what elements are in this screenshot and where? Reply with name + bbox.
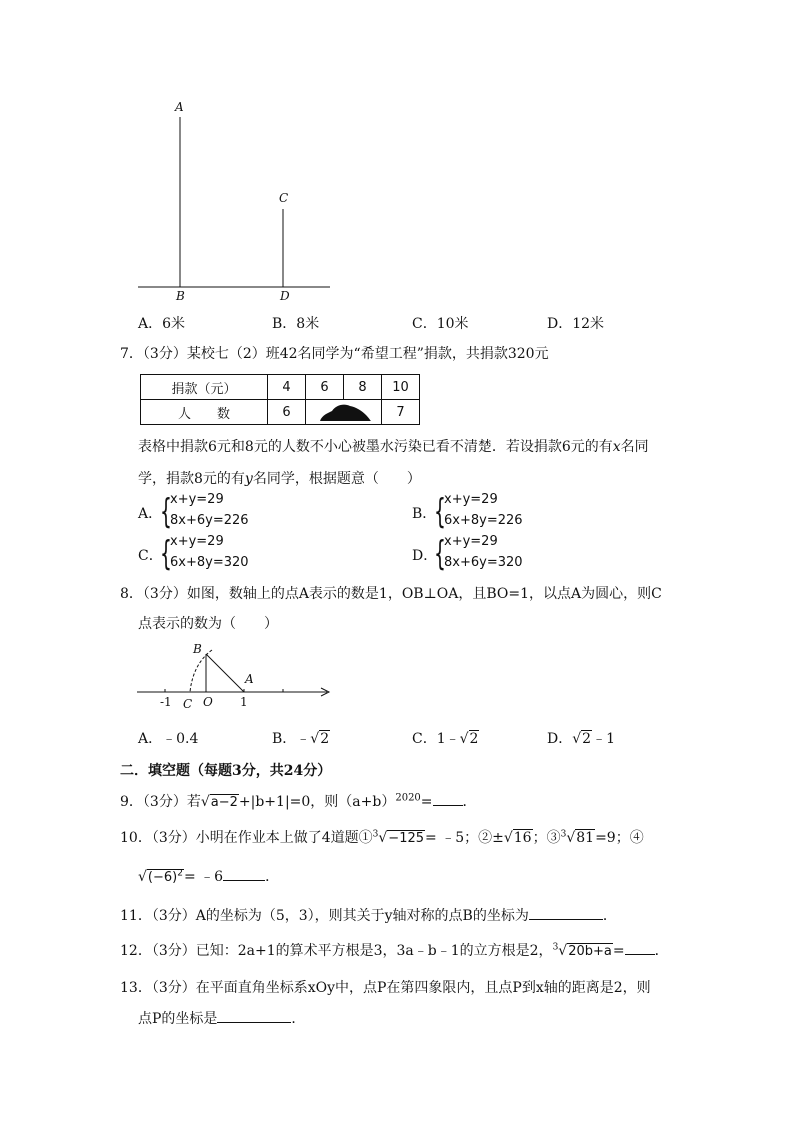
q6-option-d[interactable]: D．12米 bbox=[547, 316, 605, 332]
q7-option-c-label[interactable]: C． bbox=[138, 548, 163, 564]
q7-donation-table bbox=[140, 374, 420, 425]
q12: 12．（3分）已知：2a+1的算术平方根是3，3a﹣b﹣1的立方根是2，$^3$√20b+a= ． bbox=[120, 940, 669, 960]
fig6-label-c: C bbox=[279, 191, 289, 205]
q10-answer-blank[interactable] bbox=[223, 866, 265, 881]
table-cell: 人 数 bbox=[141, 400, 268, 425]
table-cell: 6 bbox=[268, 400, 306, 425]
fig6-label-a: A bbox=[175, 100, 184, 114]
table-cell: 捐款（元） bbox=[141, 375, 268, 400]
ink-stain-icon bbox=[314, 401, 374, 423]
table-cell: 4 bbox=[268, 375, 306, 400]
q10-line1: 10．（3分）小明在作业本上做了4道题①$^3$√−125= ﹣5；②±√16；③$^3$√81=9；④ bbox=[120, 829, 644, 846]
question-6-figure bbox=[130, 95, 340, 310]
q8-stem-line2: 点表示的数为（ ） bbox=[138, 616, 278, 632]
q9-answer-blank[interactable] bbox=[433, 791, 463, 806]
fig8-label-a: A bbox=[245, 672, 254, 686]
q10-line2: $√(-6)^2=$ ﹣6 ． bbox=[138, 866, 279, 886]
q13-answer-blank[interactable] bbox=[217, 1008, 291, 1023]
q8-stem-line1: 8．（3分）如图，数轴上的点A表示的数是1，OB⊥OA，且BO=1，以点A为圆心，则C bbox=[120, 586, 662, 602]
q7-option-c-system[interactable]: { x+y=29 6x+8y=320 bbox=[160, 534, 249, 574]
q12-answer-blank[interactable] bbox=[625, 940, 655, 955]
q7-option-a-label[interactable]: A． bbox=[138, 506, 163, 522]
table-cell: 10 bbox=[382, 375, 420, 400]
q6-option-b[interactable]: B．8米 bbox=[272, 316, 320, 332]
fig6-label-d: D bbox=[280, 289, 290, 303]
q7-option-b-system[interactable]: { x+y=29 6x+8y=226 bbox=[434, 492, 523, 532]
q7-option-b-label[interactable]: B． bbox=[412, 506, 437, 522]
table-row bbox=[141, 375, 420, 400]
fig8-label-one: 1 bbox=[240, 695, 248, 709]
table-cell: 8 bbox=[344, 375, 382, 400]
section-2-heading: 二．填空题（每题3分，共24分） bbox=[120, 763, 332, 779]
segment-ab bbox=[206, 654, 244, 692]
fig8-label-b: B bbox=[193, 642, 202, 656]
q7-description-line1: 表格中捐款6元和8元的人数不小心被墨水污染已看不清楚．若设捐款6元的有x名同 bbox=[138, 439, 649, 455]
q6-option-a[interactable]: A．6米 bbox=[138, 316, 186, 332]
q7-description-line2: 学，捐款8元的有y名同学，根据题意（ ） bbox=[138, 471, 421, 487]
table-cell: 7 bbox=[382, 400, 420, 425]
table-row bbox=[141, 400, 420, 425]
q7-stem: 7．（3分）某校七（2）班42名同学为“希望工程”捐款，共捐款320元 bbox=[120, 346, 549, 362]
q6-option-c[interactable]: C．10米 bbox=[412, 316, 469, 332]
q11: 11．（3分）A的坐标为（5，3），则其关于y轴对称的点B的坐标为 ． bbox=[120, 905, 617, 925]
q13-line2: 点P的坐标是 ． bbox=[138, 1008, 305, 1028]
fig8-label-c: C bbox=[183, 697, 193, 711]
q7-option-d-system[interactable]: { x+y=29 8x+6y=320 bbox=[434, 534, 523, 574]
fig8-label-neg1: -1 bbox=[160, 695, 172, 709]
q7-option-a-system[interactable]: { x+y=29 8x+6y=226 bbox=[160, 492, 249, 532]
q8-option-d[interactable]: D．√2﹣1 bbox=[547, 731, 615, 747]
q8-option-b[interactable]: B．﹣√2 bbox=[272, 731, 330, 747]
q9: 9．（3分）若√a−2+|b+1|=0，则$(a+b)^{2020}=$ ． bbox=[120, 792, 477, 810]
table-cell: 6 bbox=[306, 375, 344, 400]
ink-stain-cell bbox=[306, 400, 382, 425]
q8-option-a[interactable]: A．﹣0.4 bbox=[138, 731, 199, 747]
q11-answer-blank[interactable] bbox=[529, 905, 603, 920]
q13-line1: 13．（3分）在平面直角坐标系xOy中，点P在第四象限内，且点P到x轴的距离是2，则 bbox=[120, 980, 651, 996]
fig8-label-o: O bbox=[203, 695, 213, 709]
fig6-label-b: B bbox=[176, 289, 185, 303]
q8-option-c[interactable]: C．1﹣√2 bbox=[412, 731, 479, 747]
q7-option-d-label[interactable]: D． bbox=[412, 548, 438, 564]
